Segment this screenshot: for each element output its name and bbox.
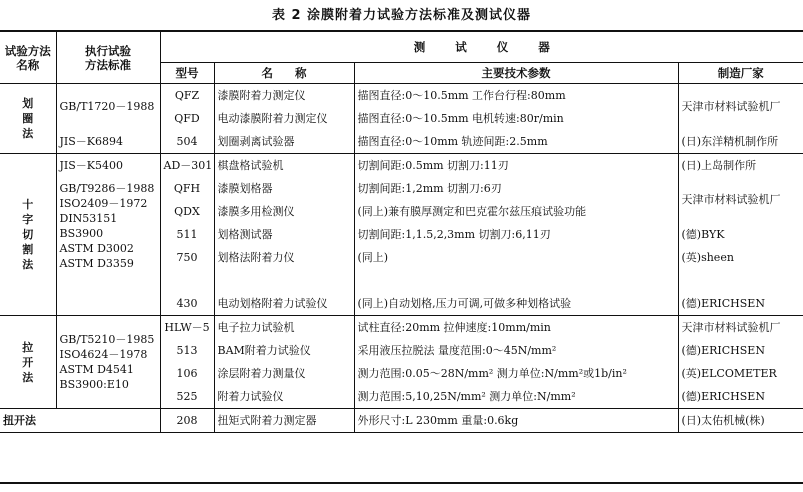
name-cell: 棋盘格试验机 — [214, 154, 354, 178]
model-cell: 513 — [160, 339, 214, 362]
params-cell: 试柱直径:20mm 拉伸速度:10mm/min — [354, 316, 678, 340]
maker-cell: (德)ERICHSEN — [681, 343, 765, 357]
table-title: 表 2 涂膜附着力试验方法标准及测试仪器 — [271, 8, 532, 23]
method-cell-twist-off: 扭开法 — [0, 409, 160, 433]
params-cell: (同上) — [354, 246, 678, 269]
params-cell — [354, 269, 678, 292]
header-params: 主要技术参数 — [354, 63, 678, 84]
model-cell: 525 — [160, 385, 214, 409]
params-cell: 切割间距:0.5mm 切割刀:11刃 — [354, 154, 678, 178]
maker-cell: 天津市材料试验机厂 — [681, 100, 781, 113]
params-cell: 测力范围:5,10,25N/mm² 测力单位:N/mm² — [354, 385, 678, 409]
test-methods-table — [0, 30, 803, 433]
name-cell: 漆膜附着力测定仪 — [214, 84, 354, 108]
params-cell: 描图直径:0～10mm 轨迹间距:2.5mm — [354, 130, 678, 154]
name-cell: 涂层附着力测量仪 — [214, 362, 354, 385]
name-cell: BAM附着力试验仪 — [214, 339, 354, 362]
header-test-method: 试验方法 名称 — [0, 31, 56, 84]
standard-cell: GB/T9286－1988 ISO2409－1972 DIN53151 BS3900 ASTM D3002 ASTM D3359 — [56, 177, 160, 316]
standard-cell: GB/T5210－1985 ISO4624－1978 ASTM D4541 BS3900:E10 — [56, 316, 160, 409]
params-cell: 切割间距:1,1.5,2,3mm 切割刀:6,11刃 — [354, 223, 678, 246]
name-cell: 漆膜划格器 — [214, 177, 354, 200]
maker-cell: (日)太佑机械(株) — [678, 409, 803, 433]
name-cell: 划格法附着力仪 — [214, 246, 354, 269]
method-cell-cross-cut: 十 字 切 割 法 — [0, 154, 56, 316]
params-cell: 测力范围:0.05～28N/mm² 测力单位:N/mm²或1b/in² — [354, 362, 678, 385]
params-cell: 描图直径:0～10.5mm 电机转速:80r/min — [354, 107, 678, 130]
name-cell: 漆膜多用检测仪 — [214, 200, 354, 223]
params-cell: 切割间距:1,2mm 切割刀:6刃 — [354, 177, 678, 200]
name-cell: 电动划格附着力试验仪 — [214, 292, 354, 316]
name-cell: 划圈剥离试验器 — [214, 130, 354, 154]
header-name: 名称 — [214, 63, 354, 84]
model-cell — [160, 269, 214, 292]
params-cell: (同上)自动划格,压力可调,可做多种划格试验 — [354, 292, 678, 316]
header-standard: 执行试验 方法标准 — [56, 31, 160, 84]
name-cell: 附着力试验仪 — [214, 385, 354, 409]
maker-cell — [678, 269, 803, 292]
bottom-rule — [0, 482, 803, 484]
maker-cell: (英)sheen — [681, 250, 734, 264]
name-cell — [214, 269, 354, 292]
model-cell: 511 — [160, 223, 214, 246]
maker-cell: (德)ERICHSEN — [678, 292, 803, 316]
model-cell: QDX — [160, 200, 214, 223]
header-model: 型号 — [160, 63, 214, 84]
model-cell: HLW－5 — [160, 316, 214, 340]
model-cell: 106 — [160, 362, 214, 385]
name-cell: 电动漆膜附着力测定仪 — [214, 107, 354, 130]
model-cell: 430 — [160, 292, 214, 316]
maker-cell: (德)ERICHSEN — [678, 385, 803, 409]
params-cell: 描图直径:0～10.5mm 工作台行程:80mm — [354, 84, 678, 108]
params-cell: (同上)兼有膜厚测定和巴克霍尔兹压痕试验功能 — [354, 200, 678, 223]
params-cell: 采用液压拉脱法 量度范围:0～45N/mm² — [354, 339, 678, 362]
maker-cell: 天津市材料试验机厂 — [681, 320, 781, 334]
model-cell: QFH — [160, 177, 214, 200]
maker-cell: (日)东洋精机制作所 — [678, 130, 803, 154]
name-cell: 电子拉力试验机 — [214, 316, 354, 340]
model-cell: QFZ — [160, 84, 214, 108]
method-cell-pull-off: 拉 开 法 — [0, 316, 56, 409]
maker-cell: (英)ELCOMETER — [681, 366, 777, 380]
maker-cell: 天津市材料试验机厂 — [681, 193, 781, 206]
params-cell: 外形尺寸:L 230mm 重量:0.6kg — [354, 409, 678, 433]
header-instruments: 测试仪器 — [160, 31, 803, 63]
maker-cell: (日)上岛制作所 — [681, 158, 757, 172]
maker-cell: (德)BYK — [681, 227, 725, 241]
standard-cell: JIS－K6894 — [56, 130, 160, 154]
model-cell: QFD — [160, 107, 214, 130]
model-cell: 750 — [160, 246, 214, 269]
model-cell: 208 — [160, 409, 214, 433]
header-maker: 制造厂家 — [678, 63, 803, 84]
standard-cell: GB/T1720－1988 — [56, 84, 160, 131]
model-cell: AD－301 — [160, 154, 214, 178]
standard-cell: JIS－K5400 — [56, 154, 160, 178]
name-cell: 划格测试器 — [214, 223, 354, 246]
name-cell: 扭矩式附着力测定器 — [214, 409, 354, 433]
model-cell: 504 — [160, 130, 214, 154]
method-cell-scribe-circle: 划 圈 法 — [0, 84, 56, 154]
